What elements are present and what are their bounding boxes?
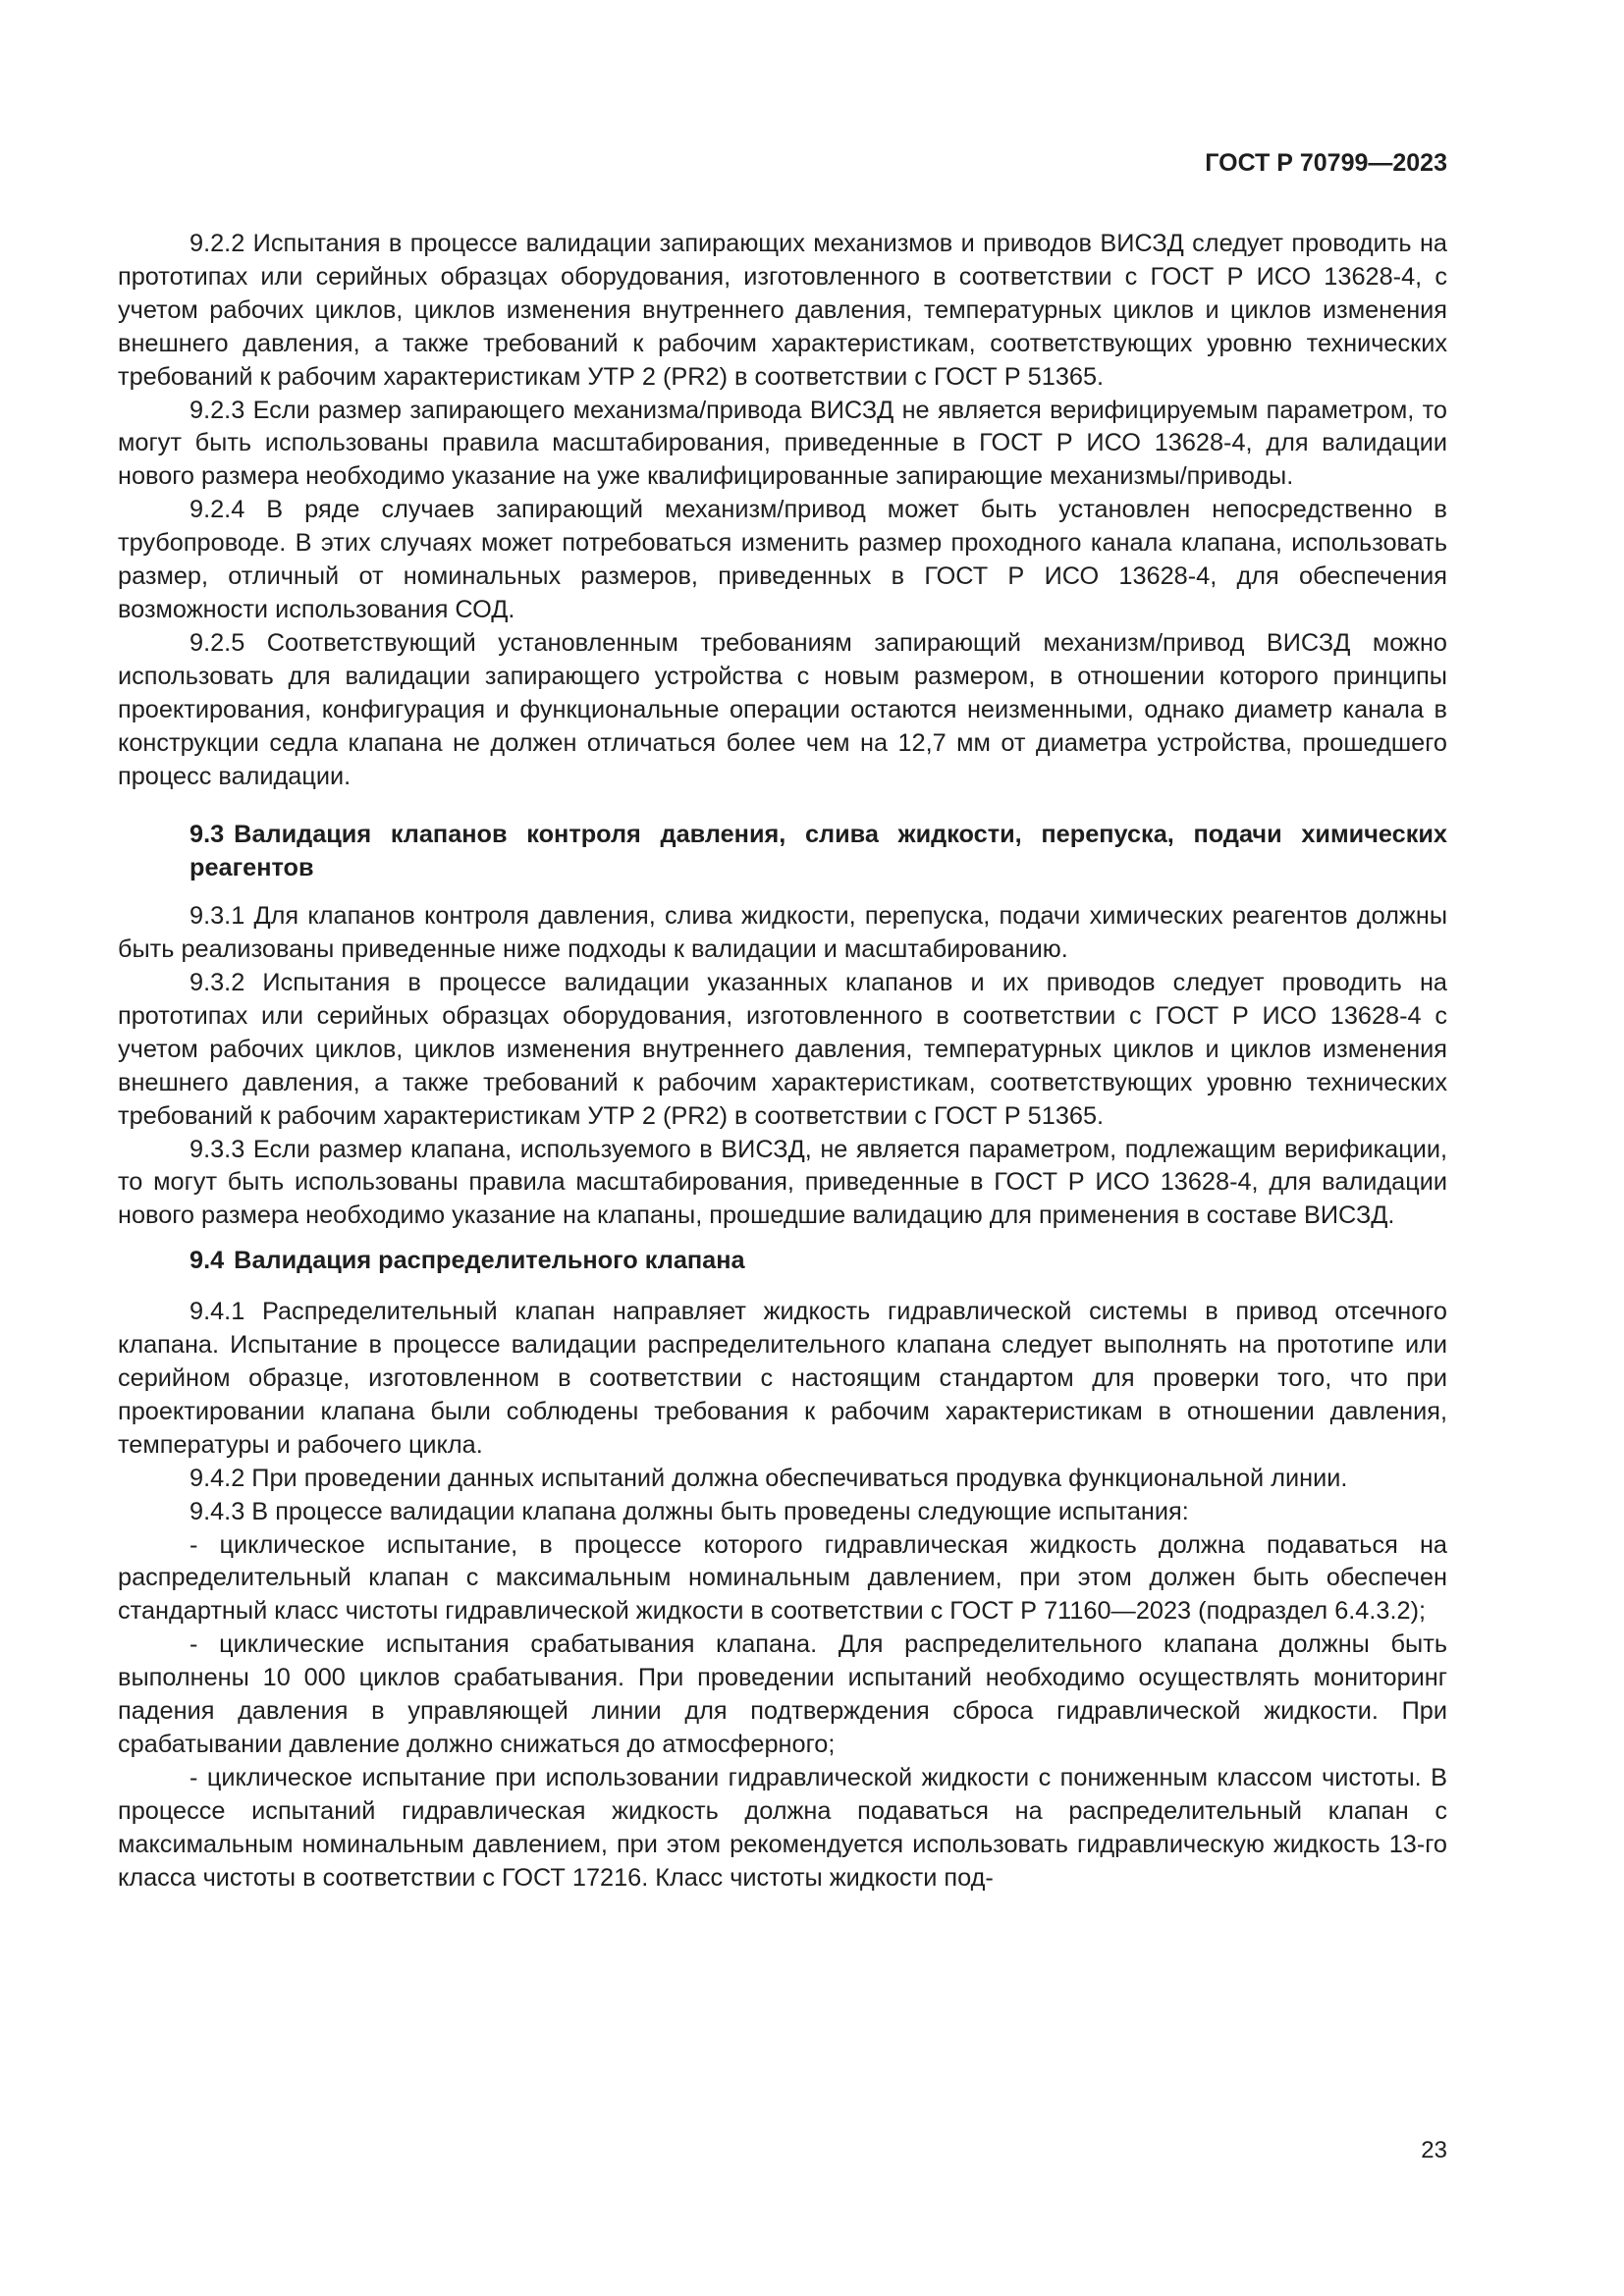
section-title: Валидация распределительного клапана bbox=[234, 1247, 745, 1275]
list-item: - циклическое испытание при использовании гидравлической жидкости с пониженным классом чистоты. В процессе испытаний гидравлическая жидкость должна подаваться на распределительный клапан с максимальным номинальным давлением, при этом рекомендуется использовать гидравлическую жидкость 13-го класса чистоты в соответствии с ГОСТ 17216. Класс чистоты жидкости под- bbox=[118, 1763, 1447, 1892]
paragraph-9-2-2: 9.2.2 Испытания в процессе валидации запирающих механизмов и приводов ВИСЗД следует проводить на прототипах или серийных образцах оборудования, изготовленного в соответствии с ГОСТ Р ИСО 13628-4, с учетом рабочих циклов, циклов изменения внутреннего давления, температурных циклов и циклов изменения внешнего давления, а также требований к рабочим характеристикам, соответствующих уровню технических требований к рабочим характеристикам УТР 2 (PR2) в соответствии с ГОСТ Р 51365. bbox=[118, 230, 1447, 391]
section-number: 9.4 bbox=[189, 1247, 225, 1275]
list-item: - циклические испытания срабатывания клапана. Для распределительного клапана должны быть выполнены 10 000 циклов срабатывания. При проведении испытаний необходимо осуществлять мониторинг падения давления в управляющей линии для подтверждения сброса гидравлической жидкости. При срабатывании давление должно снижаться до атмосферного; bbox=[118, 1630, 1447, 1758]
page-number: 23 bbox=[1421, 2137, 1447, 2163]
paragraph-9-3-1: 9.3.1 Для клапанов контроля давления, слива жидкости, перепуска, подачи химических реагентов должны быть реализованы приведенные ниже подходы к валидации и масштабированию. bbox=[118, 902, 1447, 964]
paragraph-9-3-2: 9.3.2 Испытания в процессе валидации указанных клапанов и их приводов следует проводить на прототипах или серийных образцах оборудования, изготовленного в соответствии с ГОСТ Р ИСО 13628-4 с учетом рабочих циклов, циклов изменения внутреннего давления, температурных циклов и циклов изменения внешнего давления, а также требований к рабочим характеристикам, соответствующих уровню технических требований к рабочим характеристикам УТР 2 (PR2) в соответствии с ГОСТ Р 51365. bbox=[118, 969, 1447, 1130]
section-heading-9-4 bbox=[118, 1245, 1447, 1278]
paragraph-9-4-1: 9.4.1 Распределительный клапан направляет жидкость гидравлической системы в привод отсечного клапана. Испытание в процессе валидации распределительного клапана следует выполнять на прототипе или серийном образце, изготовленном в соответствии с настоящим стандартом для проверки того, что при проектировании клапана были соблюдены требования к рабочим характеристикам в отношении давления, температуры и рабочего цикла. bbox=[118, 1298, 1447, 1459]
document-header: ГОСТ Р 70799—2023 bbox=[1205, 149, 1447, 177]
list-item: - циклическое испытание, в процессе которого гидравлическая жидкость должна подаваться на распределительный клапан с максимальным номинальным давлением, при этом должен быть обеспечен стандартный класс чистоты гидравлической жидкости в соответствии с ГОСТ Р 71160—2023 (подраздел 6.4.3.2); bbox=[118, 1530, 1447, 1626]
document-body bbox=[118, 228, 1447, 1896]
paragraph-9-4-3: 9.4.3 В процессе валидации клапана должны быть проведены следующие испытания: bbox=[189, 1497, 1189, 1525]
section-heading-9-3 bbox=[118, 819, 1447, 885]
section-number: 9.3 bbox=[189, 821, 225, 849]
paragraph-9-2-3: 9.2.3 Если размер запирающего механизма/привода ВИСЗД не является верифицируемым параметром, то могут быть использованы правила масштабирования, приведенные в ГОСТ Р ИСО 13628-4, для валидации нового размера необходимо указание на уже квалифицированные запирающие механизмы/приводы. bbox=[118, 396, 1447, 491]
section-title: Валидация клапанов контроля давления, слива жидкости, перепуска, подачи химических реагентов bbox=[189, 821, 1447, 882]
paragraph-9-3-3: 9.3.3 Если размер клапана, используемого в ВИСЗД, не является параметром, подлежащим верификации, то могут быть использованы правила масштабирования, приведенные в ГОСТ Р ИСО 13628-4, для валидации нового размера необходимо указание на клапаны, прошедшие валидацию для применения в составе ВИСЗД. bbox=[118, 1135, 1447, 1230]
paragraph-9-4-2: 9.4.2 При проведении данных испытаний должна обеспечиваться продувка функциональной линии. bbox=[189, 1464, 1348, 1492]
paragraph-9-2-5: 9.2.5 Соответствующий установленным требованиям запирающий механизм/привод ВИСЗД можно использовать для валидации запирающего устройства с новым размером, в отношении которого принципы проектирования, конфигурация и функциональные операции остаются неизменными, однако диаметр канала в конструкции седла клапана не должен отличаться более чем на 12,7 мм от диаметра устройства, прошедшего процесс валидации. bbox=[118, 628, 1447, 790]
paragraph-9-2-4: 9.2.4 В ряде случаев запирающий механизм/привод может быть установлен непосредственно в трубопроводе. В этих случаях может потребоваться изменить размер проходного канала клапана, использовать размер, отличный от номинальных размеров, приведенных в ГОСТ Р ИСО 13628-4, для обеспечения возможности использования СОД. bbox=[118, 496, 1447, 623]
